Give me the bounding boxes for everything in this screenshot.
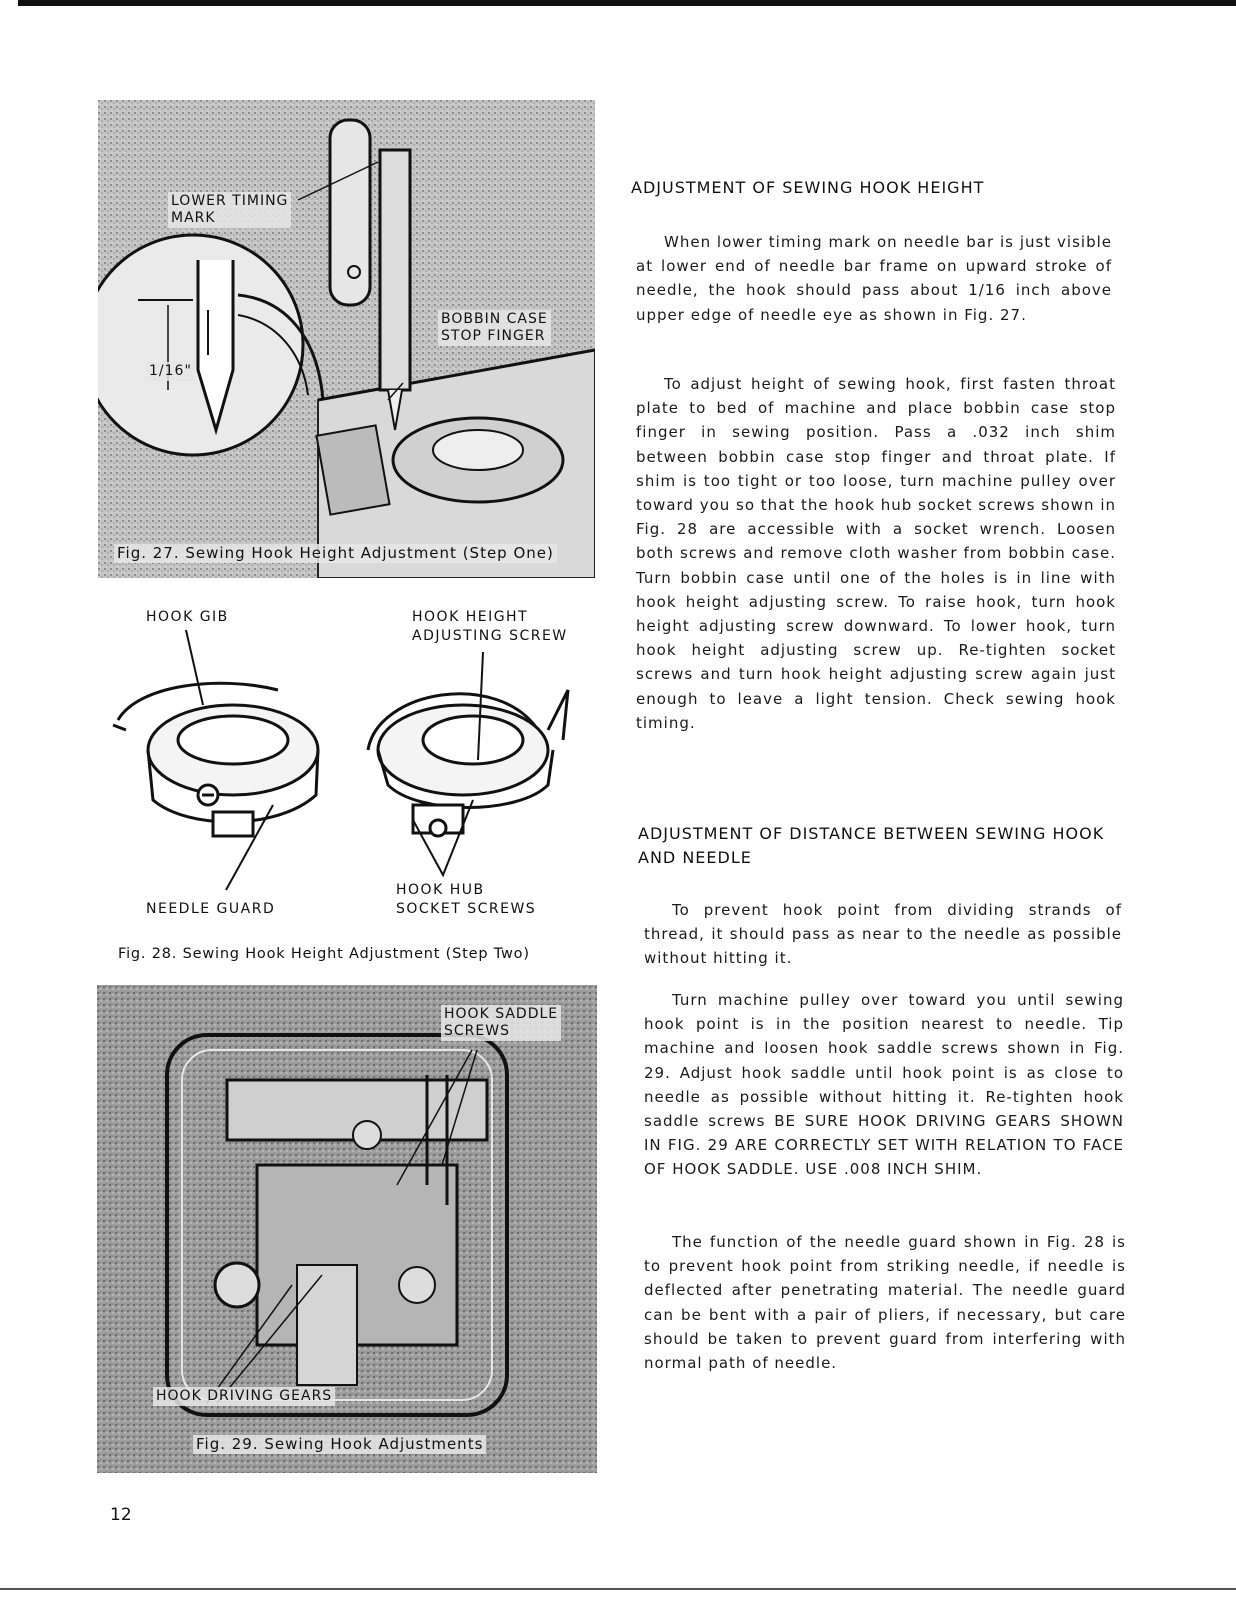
top-border-rule <box>18 0 1236 6</box>
paragraph-hook-height-procedure: To adjust height of sewing hook, first fasten throat plate to bed of machine and place bobbin case stop finger in sewing position. Pass a .032 inch shim between bobbin case stop finger and throat plate. If shim is too tight or too loose, turn machine pulley over toward you so that the hook hub socket screws shown in Fig. 28 are accessible with a socket wrench. Loosen both screws and remove cloth washer from bobbin case. Turn bobbin case until one of the holes is in line with hook height adjusting screw. To raise hook, turn hook height adjusting screw downward. To lower hook, turn hook height adjusting screw up. Re-tighten socket screws and turn hook height adjusting screw again just enough to leave a light tension. Check sewing hook timing. <box>636 375 1116 732</box>
hook-hub-socket-screws-label: HOOK HUB SOCKET SCREWS <box>396 882 537 917</box>
fig27-caption: Fig. 27. Sewing Hook Height Adjustment (Step One) <box>114 544 557 563</box>
fig28-drawing <box>98 600 598 930</box>
fig29-caption: Fig. 29. Sewing Hook Adjustments <box>193 1435 486 1454</box>
paragraph-needle-guard: The function of the needle guard shown in Fig. 28 is to prevent hook point from striking needle, if needle is deflected after penetrating material. The needle guard can be bent with a pair of pliers, if necessary, but care should be taken to prevent guard from interfering with normal path of needle. <box>644 1233 1126 1373</box>
fig28-caption: Fig. 28. Sewing Hook Height Adjustment (Step Two) <box>118 946 530 962</box>
page-number: 12 <box>110 1505 132 1525</box>
paragraph-hook-height-intro: When lower timing mark on needle bar is just visible at lower end of needle bar frame on upward stroke of needle, the hook should pass about 1/16 inch above upper edge of needle eye as shown in Fig. 27. <box>636 233 1112 324</box>
section-heading-hook-height: ADJUSTMENT OF SEWING HOOK HEIGHT <box>631 178 985 197</box>
paragraph-hook-needle-purpose: To prevent hook point from dividing strands of thread, it should pass as near to the needle as possible without hitting it. <box>644 901 1122 968</box>
hook-saddle-screws-label: HOOK SADDLE SCREWS <box>441 1005 561 1041</box>
hook-driving-gears-label: HOOK DRIVING GEARS <box>153 1387 335 1406</box>
lower-timing-mark-label: LOWER TIMING MARK <box>168 192 291 228</box>
bottom-border-rule <box>0 1588 1236 1590</box>
section-heading-hook-needle-distance: ADJUSTMENT OF DISTANCE BETWEEN SEWING HOOK AND NEEDLE <box>638 824 1105 867</box>
dimension-label: 1/16" <box>146 362 195 381</box>
bobbin-case-stop-finger-label: BOBBIN CASE STOP FINGER <box>438 310 551 346</box>
fig27-photo <box>98 100 595 578</box>
hook-height-adjusting-screw-label: HOOK HEIGHT ADJUSTING SCREW <box>412 609 568 644</box>
fig29-photo <box>97 985 597 1473</box>
paragraph-hook-saddle-procedure: Turn machine pulley over toward you until sewing hook point is in the position nearest to needle. Tip machine and loosen hook saddle screws shown in Fig. 29. Adjust hook saddle until hook point is as close to needle as possible without hitting it. Re-tighten hook saddle screws BE SURE HOOK DRIVING GEARS SHOWN IN FIG. 29 ARE CORRECTLY SET WITH RELATION TO FACE OF HOOK SADDLE. USE .008 INCH SHIM. <box>644 991 1124 1179</box>
hook-gib-label: HOOK GIB <box>146 609 229 625</box>
needle-guard-label: NEEDLE GUARD <box>146 901 276 917</box>
